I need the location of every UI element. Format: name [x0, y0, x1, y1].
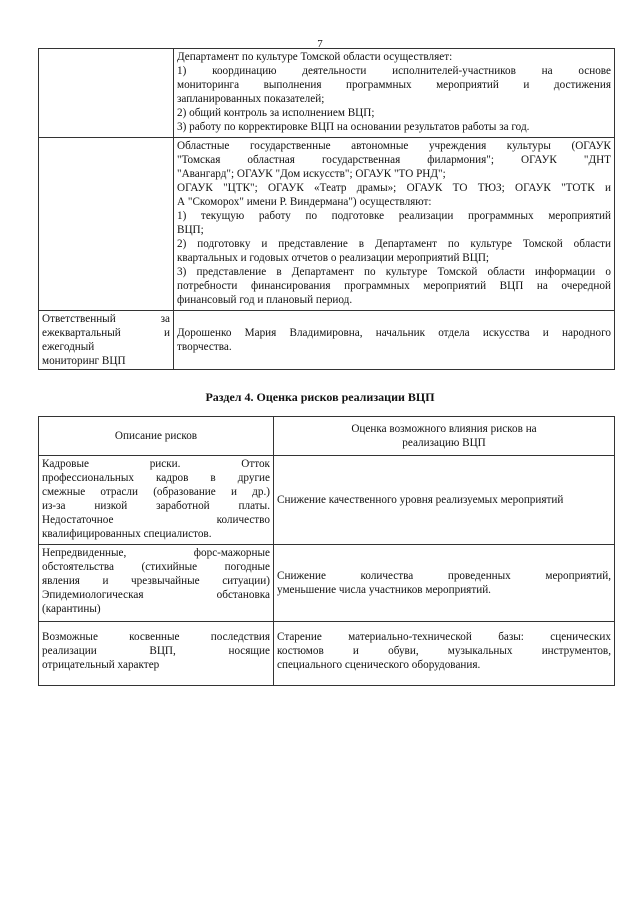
text-line: обстоятельства (стихийные погодные [42, 561, 270, 573]
text-line: ежеквартальный и [42, 327, 170, 339]
column-header-risks: Описание рисков [39, 417, 274, 456]
text-line: явления и чрезвычайные ситуации) [42, 575, 270, 587]
text-line: ОГАУК "ЦТК"; ОГАУК «Театр драмы»; ОГАУК ТО ТЮЗ; ОГАУК "ТОТК и [177, 182, 611, 194]
text-line: реализацию ВЦП [402, 437, 486, 449]
text-line: профессиональных кадров в другие [42, 472, 270, 484]
department-duties-cell [174, 49, 615, 138]
risk-description-cell [39, 456, 274, 545]
text-line: квалифицированных специалистов. [42, 528, 212, 540]
page-number: 7 [317, 38, 323, 50]
table-row [39, 49, 615, 138]
text-line: Снижение качественного уровня реализуемых мероприятий [277, 494, 564, 506]
risk-table [38, 416, 615, 686]
text-line: финансовый год и плановый период. [177, 294, 353, 306]
table-cell-empty [39, 49, 174, 138]
text-line: Департамент по культуре Томской области осуществляет: [177, 51, 453, 63]
text-line: 2) подготовку и представление в Департамент по культуре Томской области [177, 238, 611, 250]
table-cell-empty [39, 138, 174, 311]
text-line: Оценка возможного влияния рисков на [351, 423, 537, 435]
column-header-impact [274, 417, 615, 456]
text-line: 3) представление в Департамент по культуре Томской области информации о [177, 266, 611, 278]
text-line: Кадровые риски. Отток [42, 458, 270, 470]
text-line: Снижение количества проведенных мероприятий, [277, 570, 611, 582]
text-line: реализации ВЦП, носящие [42, 645, 270, 657]
responsibility-table [38, 48, 615, 370]
text-line: мониторинга выполнения программных мероприятий и достижения [177, 79, 611, 91]
text-line: "Авангард"; ОГАУК "Дом искусств"; ОГАУК "ТО РНД"; [177, 168, 446, 180]
risk-impact-cell [274, 622, 615, 686]
text-line: Возможные косвенные последствия [42, 631, 270, 643]
table-row [39, 622, 615, 686]
text-line: Ответственный за [42, 313, 170, 325]
text-line: Недостаточное количество [42, 514, 270, 526]
text-line: 2) общий контроль за исполнением ВЦП; [177, 107, 375, 119]
text-line: квартальных и годовых отчетов о реализации мероприятий ВЦП; [177, 252, 490, 264]
text-line: костюмов и обуви, музыкальных инструментов, [277, 645, 611, 657]
text-line: 1) текущую работу по подготовке реализации программных мероприятий [177, 210, 611, 222]
text-line: специального сценического оборудования. [277, 659, 481, 671]
text-line: 1) координацию деятельности исполнителей-участников на основе [177, 65, 611, 77]
text-line: уменьшение числа участников мероприятий. [277, 584, 491, 596]
text-line: 3) работу по корректировке ВЦП на основании результатов работы за год. [177, 121, 530, 133]
text-line: творчества. [177, 341, 232, 353]
table-row [39, 138, 615, 311]
risk-description-cell [39, 545, 274, 622]
text-line: Старение материально-технической базы: сценических [277, 631, 611, 643]
text-line: из-за низкой заработной платы. [42, 500, 270, 512]
text-line: мониторинг ВЦП [42, 355, 126, 367]
text-line: (карантины) [42, 603, 101, 615]
text-line: ВЦП; [177, 224, 204, 236]
text-line: Непредвиденные, форс-мажорные [42, 547, 270, 559]
text-line: Эпидемиологическая обстановка [42, 589, 270, 601]
responsible-person-cell [174, 311, 615, 370]
risk-impact-cell [274, 545, 615, 622]
text-line: ежегодный [42, 341, 95, 353]
text-line: Дорошенко Мария Владимировна, начальник отдела искусства и народного [177, 327, 611, 339]
table-header-row [39, 417, 615, 456]
text-line: потребности финансирования программных мероприятий ВЦП на очередной [177, 280, 611, 292]
table-row [39, 456, 615, 545]
risk-description-cell [39, 622, 274, 686]
text-line: Областные государственные автономные учреждения культуры (ОГАУК [177, 140, 611, 152]
text-line: отрицательный характер [42, 659, 160, 671]
institutions-duties-cell [174, 138, 615, 311]
monitoring-label-cell [39, 311, 174, 370]
risk-impact-cell [274, 456, 615, 545]
text-line: А "Скоморох" имени Р. Виндермана") осуществляют: [177, 196, 432, 208]
text-line: "Томская областная государственная филармония"; ОГАУК "ДНТ [177, 154, 611, 166]
text-line: запланированных показателей; [177, 93, 325, 105]
text-line: смежные отрасли (образование и др.) [42, 486, 270, 498]
section-title: Раздел 4. Оценка рисков реализации ВЦП [205, 390, 435, 404]
table-row [39, 311, 615, 370]
table-row [39, 545, 615, 622]
